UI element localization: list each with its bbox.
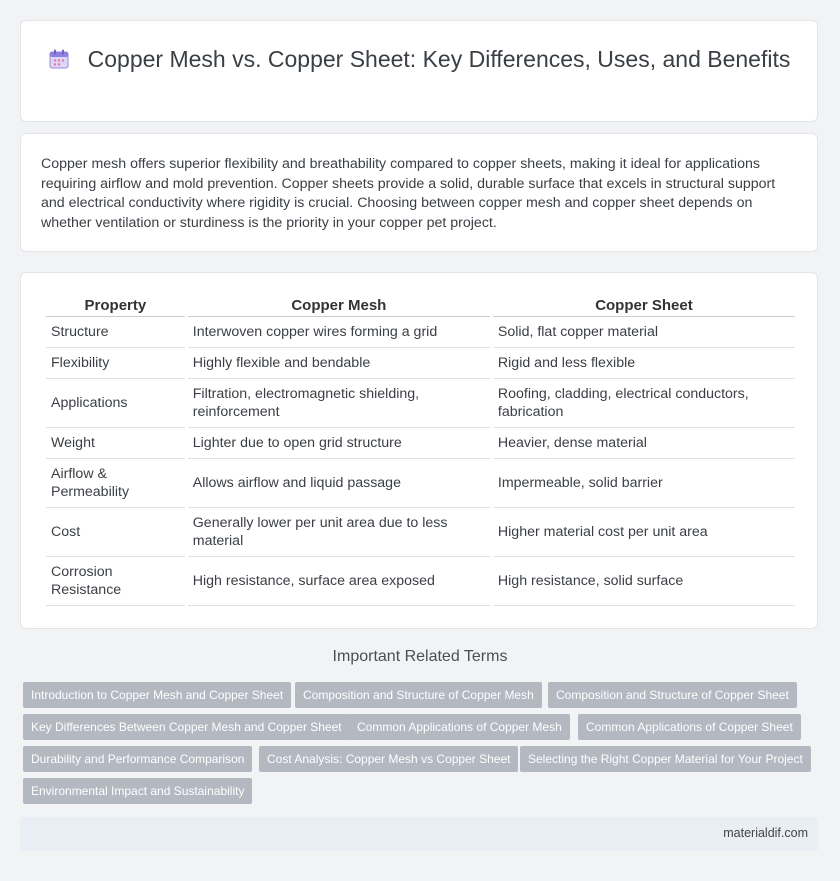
row-mesh-value: Interwoven copper wires forming a grid (188, 317, 490, 348)
row-sheet-value: Heavier, dense material (493, 428, 795, 459)
row-mesh-value: Lighter due to open grid structure (188, 428, 490, 459)
footer-site-link[interactable]: materialdif.com (723, 826, 808, 840)
row-property: Corrosion Resistance (46, 557, 185, 606)
related-term-tag[interactable]: Common Applications of Copper Sheet (578, 714, 801, 740)
related-term-tag[interactable]: Composition and Structure of Copper Mesh (295, 682, 542, 708)
calendar-icon (48, 48, 70, 70)
related-term-tag[interactable]: Composition and Structure of Copper Sheet (548, 682, 797, 708)
intro-paragraph: Copper mesh offers superior flexibility and breathability compared to copper sheets, making it ideal for applications requiring airflow and mold prevention. Copper sheets provide a solid, durable surface that excels in structural support and electrical conductivity where rigidity is crucial. Choosing between copper mesh and copper sheet depends on whether ventilation or sturdiness is the priority in your copper pet project. (41, 156, 776, 231)
related-terms-heading: Important Related Terms (332, 648, 508, 665)
header-copper-sheet: Copper Sheet (493, 293, 795, 317)
table-row (46, 428, 795, 459)
comparison-card (20, 272, 818, 629)
related-term-tag[interactable]: Introduction to Copper Mesh and Copper Sheet (23, 682, 291, 708)
row-sheet-value: High resistance, solid surface (493, 557, 795, 606)
table-row (46, 459, 795, 508)
intro-card (20, 133, 818, 252)
page-title (21, 45, 817, 74)
row-property: Airflow & Permeability (46, 459, 185, 508)
row-property: Structure (46, 317, 185, 348)
row-sheet-value: Impermeable, solid barrier (493, 459, 795, 508)
table-row (46, 348, 795, 379)
related-term-tag[interactable]: Durability and Performance Comparison (23, 746, 252, 772)
header-property: Property (46, 293, 185, 317)
row-sheet-value: Solid, flat copper material (493, 317, 795, 348)
comparison-table (43, 293, 798, 606)
footer (20, 817, 818, 851)
row-mesh-value: Allows airflow and liquid passage (188, 459, 490, 508)
row-mesh-value: High resistance, surface area exposed (188, 557, 490, 606)
related-term-tag[interactable]: Common Applications of Copper Mesh (349, 714, 570, 740)
row-sheet-value: Higher material cost per unit area (493, 508, 795, 557)
table-row (46, 317, 795, 348)
related-term-tag[interactable]: Key Differences Between Copper Mesh and Copper Sheet (23, 714, 350, 740)
table-row (46, 379, 795, 428)
related-term-tag[interactable]: Cost Analysis: Copper Mesh vs Copper Sheet (259, 746, 518, 772)
row-sheet-value: Roofing, cladding, electrical conductors, fabrication (493, 379, 795, 428)
row-mesh-value: Filtration, electromagnetic shielding, reinforcement (188, 379, 490, 428)
header-copper-mesh: Copper Mesh (188, 293, 490, 317)
table-row (46, 557, 795, 606)
row-property: Flexibility (46, 348, 185, 379)
row-mesh-value: Generally lower per unit area due to less material (188, 508, 490, 557)
row-property: Weight (46, 428, 185, 459)
title-text: Copper Mesh vs. Copper Sheet: Key Differences, Uses, and Benefits (87, 46, 791, 72)
title-card (20, 20, 818, 122)
table-header-row (46, 293, 795, 317)
table-row (46, 508, 795, 557)
row-sheet-value: Rigid and less flexible (493, 348, 795, 379)
related-term-tag[interactable]: Environmental Impact and Sustainability (23, 778, 252, 804)
row-property: Cost (46, 508, 185, 557)
row-mesh-value: Highly flexible and bendable (188, 348, 490, 379)
row-property: Applications (46, 379, 185, 428)
related-term-tag[interactable]: Selecting the Right Copper Material for Your Project (520, 746, 811, 772)
